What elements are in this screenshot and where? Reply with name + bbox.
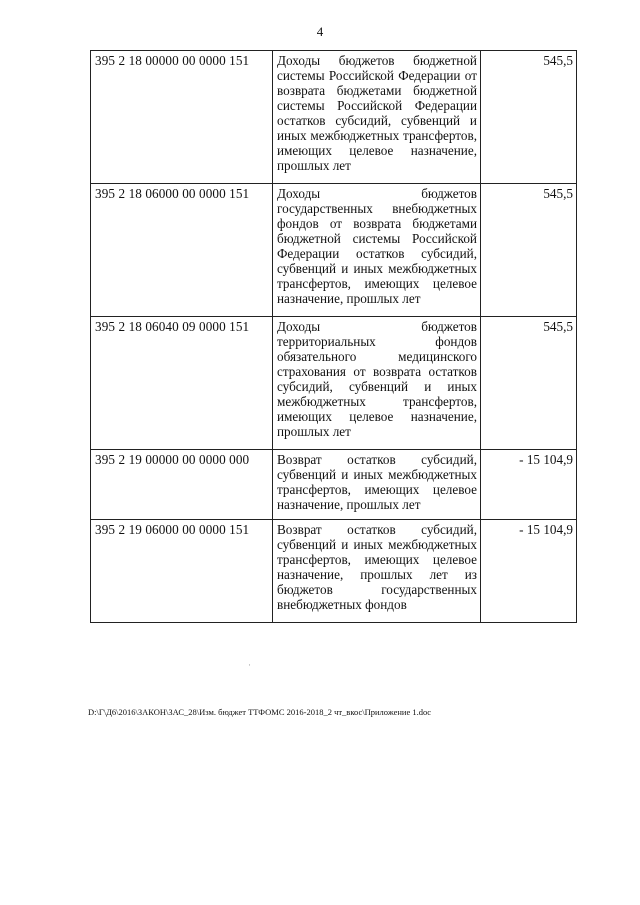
table-row (91, 51, 577, 184)
income-description: Доходы бюджетов территориальных фондов обязательного медицинского страхования от возврата остатков субсидий, субвенций и иных межбюджетных трансфертов, имеющих целевое назначение, прошлых лет (273, 317, 481, 450)
table-row (91, 450, 577, 520)
amount-value: 545,5 (481, 184, 577, 317)
income-description: Возврат остатков субсидий, субвенций и иных межбюджетных трансфертов, имеющих целевое назначение, прошлых лет (273, 450, 481, 520)
classification-code: 395 2 19 00000 00 0000 000 (91, 450, 273, 520)
scan-speck: · (248, 660, 251, 670)
file-path-footer: D:\Г\Д6\2016\ЗАКОН\ЗАС_28\Изм. бюджет ТТФОМС 2016-2018_2 чт_вкос\Приложение 1.doc (88, 707, 432, 717)
classification-code: 395 2 18 00000 00 0000 151 (91, 51, 273, 184)
amount-value: 545,5 (481, 51, 577, 184)
income-description: Возврат остатков субсидий, субвенций и иных межбюджетных трансфертов, имеющих целевое назначение, прошлых лет из бюджетов государственных внебюджетных фондов (273, 520, 481, 623)
amount-value: - 15 104,9 (481, 450, 577, 520)
page-number: 4 (316, 24, 324, 39)
table-row (91, 520, 577, 623)
budget-table (90, 50, 577, 623)
table-row (91, 184, 577, 317)
classification-code: 395 2 18 06040 09 0000 151 (91, 317, 273, 450)
income-description: Доходы бюджетов бюджетной системы Российской Федерации от возврата бюджетами бюджетной системы Российской Федерации остатков субсидий, субвенций и иных межбюджетных трансфертов, имеющих целевое назначение, прошлых лет (273, 51, 481, 184)
amount-value: - 15 104,9 (481, 520, 577, 623)
classification-code: 395 2 18 06000 00 0000 151 (91, 184, 273, 317)
amount-value: 545,5 (481, 317, 577, 450)
income-description: Доходы бюджетов государственных внебюджетных фондов от возврата бюджетами бюджетной системы Российской Федерации остатков субсидий, субвенций и иных межбюджетных трансфертов, имеющих целевое назначение, прошлых лет (273, 184, 481, 317)
classification-code: 395 2 19 06000 00 0000 151 (91, 520, 273, 623)
table-row (91, 317, 577, 450)
